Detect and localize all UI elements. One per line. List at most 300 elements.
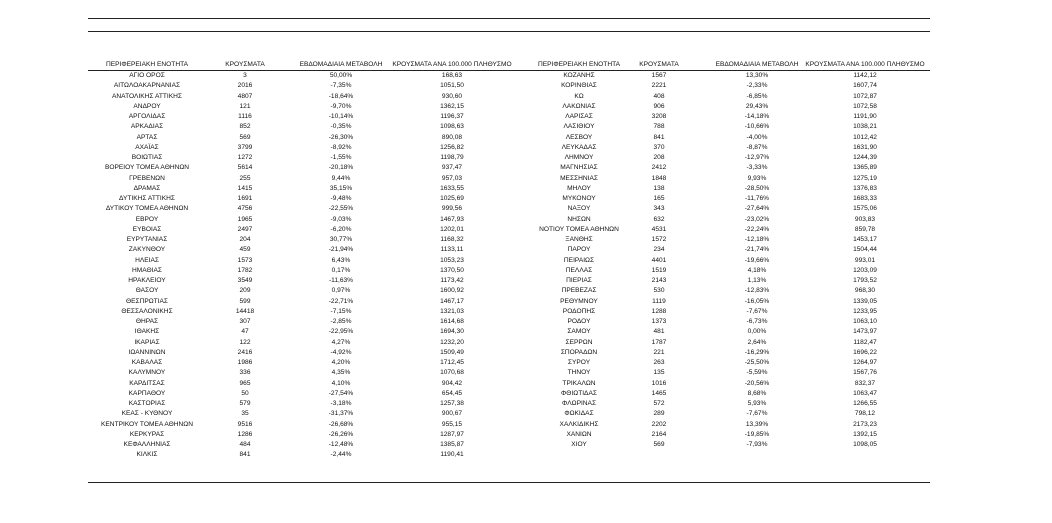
row-cases: 9516 [237, 420, 253, 428]
row-cases: 208 [653, 154, 665, 161]
row-weekly-change: 29,43% [745, 102, 769, 110]
row-weekly-change: -10,14% [328, 113, 354, 120]
row-cases: 2202 [651, 420, 667, 428]
row-cases-per-100k: 968,30 [854, 287, 876, 295]
row-weekly-change: -19,66% [744, 256, 770, 264]
table-row [88, 317, 930, 327]
row-cases-per-100k: 1365,89 [853, 164, 877, 172]
row-region: ΚΟΖΑΝΗΣ [563, 72, 595, 79]
row-weekly-change: -9,03% [330, 215, 352, 223]
row-weekly-change: -23,02% [744, 215, 770, 223]
row-cases-per-100k: 168,63 [441, 72, 463, 79]
row-cases: 135 [653, 369, 665, 377]
row-cases: 1787 [651, 338, 667, 346]
row-weekly-change: -0,35% [330, 123, 352, 131]
row-cases: 841 [653, 133, 665, 141]
table-row [88, 266, 930, 276]
row-weekly-change: -8,92% [330, 143, 352, 151]
row-weekly-change: -2,44% [330, 451, 352, 459]
row-region: ΔΡΑΜΑΣ [133, 184, 161, 192]
row-cases: 579 [239, 400, 251, 407]
row-cases: 965 [239, 379, 251, 387]
row-region: ΦΘΙΩΤΙΔΑΣ [561, 389, 597, 397]
row-cases: 1016 [651, 379, 667, 387]
row-cases: 263 [653, 359, 665, 366]
row-cases-per-100k: 1614,68 [440, 318, 464, 325]
table-row [88, 184, 930, 194]
row-weekly-change: 35,15% [329, 184, 353, 192]
row-cases-per-100k: 1142,12 [853, 72, 877, 79]
row-cases: 1986 [237, 359, 253, 366]
row-weekly-change: 4,10% [331, 379, 351, 387]
row-weekly-change: -20,56% [744, 379, 770, 387]
row-weekly-change: -6,85% [746, 92, 768, 100]
row-region: ΣΑΜΟΥ [567, 328, 591, 336]
row-region: ΦΩΚΙΔΑΣ [564, 410, 594, 418]
table-row [88, 399, 930, 409]
row-weekly-change: -16,05% [744, 297, 770, 305]
top-rule [88, 18, 930, 19]
row-weekly-change: 2,64% [747, 338, 767, 346]
table-row [88, 225, 930, 235]
row-region: ΘΑΣΟΥ [135, 287, 159, 295]
table-row [88, 81, 930, 91]
row-region: ΗΛΕΙΑΣ [135, 256, 159, 264]
row-cases: 1567 [651, 72, 667, 79]
row-cases: 3799 [237, 143, 253, 151]
row-weekly-change: -11,63% [328, 277, 354, 284]
row-cases-per-100k: 1190,41 [440, 451, 464, 459]
row-weekly-change: -6,73% [746, 318, 768, 325]
row-cases: 481 [653, 328, 665, 336]
table-row [88, 276, 930, 286]
table-row [88, 245, 930, 255]
row-cases: 370 [653, 143, 665, 151]
row-weekly-change: -7,67% [746, 410, 768, 418]
row-cases: 1848 [651, 174, 667, 182]
row-cases: 3549 [237, 277, 253, 284]
row-weekly-change: 0,17% [331, 266, 351, 274]
table-row [88, 163, 930, 173]
row-cases: 1119 [652, 297, 666, 305]
row-region: ΛΗΜΝΟΥ [564, 154, 594, 161]
row-weekly-change: -27,54% [328, 389, 354, 397]
row-cases: 234 [653, 246, 665, 254]
row-cases-per-100k: 1793,52 [853, 277, 877, 284]
table-row [88, 368, 930, 378]
row-weekly-change: 6,43% [331, 256, 351, 264]
row-weekly-change: -6,20% [330, 225, 352, 233]
row-cases: 50 [241, 389, 249, 397]
row-region: ΙΘΑΚΗΣ [134, 328, 160, 336]
row-cases-per-100k: 1575,06 [853, 205, 877, 213]
row-cases-per-100k: 654,45 [441, 389, 463, 397]
table-row [88, 256, 930, 266]
row-cases-per-100k: 1051,50 [440, 82, 464, 90]
row-weekly-change: -2,85% [330, 318, 352, 325]
row-weekly-change: 1,13% [747, 277, 767, 284]
row-weekly-change: -11,76% [744, 195, 770, 202]
row-cases: 209 [239, 287, 251, 295]
row-weekly-change: -22,24% [744, 225, 770, 233]
row-region: ΑΙΤΩΛΟΑΚΑΡΝΑΝΙΑΣ [113, 82, 181, 90]
table-row [88, 430, 930, 440]
row-cases-per-100k: 1633,55 [440, 184, 464, 192]
row-cases-per-100k: 1362,15 [440, 102, 464, 110]
row-cases-per-100k: 1266,55 [853, 400, 877, 407]
row-cases-per-100k: 993,01 [854, 256, 876, 264]
row-cases: 255 [239, 174, 251, 182]
row-cases-per-100k: 1202,01 [440, 225, 464, 233]
row-cases: 165 [653, 195, 665, 202]
row-cases: 4401 [651, 256, 667, 264]
row-weekly-change: 9,44% [331, 174, 351, 182]
row-weekly-change: -22,95% [328, 328, 354, 336]
row-weekly-change: -8,87% [746, 143, 768, 151]
row-weekly-change: -18,64% [328, 92, 354, 100]
row-region: ΕΥΒΟΙΑΣ [132, 225, 162, 233]
row-cases: 484 [239, 441, 251, 448]
row-weekly-change: -20,18% [328, 164, 354, 172]
row-cases-per-100k: 1244,39 [853, 154, 877, 161]
row-cases: 459 [239, 246, 251, 254]
row-region: ΚΕΡΚΥΡΑΣ [129, 430, 165, 438]
row-region: ΠΕΙΡΑΙΩΣ [563, 256, 595, 264]
row-cases: 3 [243, 72, 247, 79]
row-cases-per-100k: 1233,95 [853, 307, 877, 315]
row-region: ΣΠΟΡΑΔΩΝ [560, 348, 598, 356]
row-weekly-change: -7,67% [746, 307, 768, 315]
row-region: ΒΟΙΩΤΙΑΣ [131, 154, 163, 161]
row-cases-per-100k: 1607,74 [853, 82, 877, 90]
table-body [88, 71, 930, 486]
row-cases: 138 [653, 184, 665, 192]
row-weekly-change: -12,18% [744, 236, 770, 243]
row-cases: 632 [653, 215, 665, 223]
row-region: ΗΜΑΘΙΑΣ [132, 266, 162, 274]
row-region: ΔΥΤΙΚΟΥ ΤΟΜΕΑ ΑΘΗΝΩΝ [105, 205, 189, 213]
row-region: ΤΗΝΟΥ [567, 369, 591, 377]
row-region: ΛΑΡΙΣΑΣ [565, 113, 593, 120]
row-region: ΠΡΕΒΕΖΑΣ [561, 287, 597, 295]
table-row [88, 297, 930, 307]
row-weekly-change: -26,30% [328, 133, 354, 141]
table-row [88, 409, 930, 419]
row-cases-per-100k: 1063,10 [853, 318, 877, 325]
row-cases-per-100k: 937,47 [441, 164, 463, 172]
row-cases-per-100k: 1600,92 [440, 287, 464, 295]
row-cases: 2164 [651, 430, 667, 438]
row-cases-per-100k: 890,08 [441, 133, 463, 141]
row-region: ΧΑΝΙΩΝ [566, 430, 592, 438]
row-region: ΑΡΓΟΛΙΔΑΣ [128, 113, 166, 120]
row-weekly-change: -7,15% [330, 307, 352, 315]
row-region: ΙΩΑΝΝΙΝΩΝ [128, 348, 166, 356]
row-region: ΜΑΓΝΗΣΙΑΣ [560, 164, 598, 172]
row-cases-per-100k: 1053,23 [440, 256, 464, 264]
row-cases: 1286 [237, 430, 253, 438]
row-cases-per-100k: 1509,49 [440, 348, 464, 356]
row-region: ΕΒΡΟΥ [135, 215, 159, 223]
row-cases-per-100k: 1712,45 [440, 359, 464, 366]
row-region: ΛΕΥΚΑΔΑΣ [561, 143, 597, 151]
row-cases-per-100k: 798,12 [854, 410, 876, 418]
row-region: ΘΗΡΑΣ [135, 318, 159, 325]
row-weekly-change: 4,20% [331, 359, 351, 366]
row-cases: 204 [239, 236, 251, 243]
row-region: ΖΑΚΥΝΘΟΥ [128, 246, 166, 254]
row-cases-per-100k: 1392,15 [853, 430, 877, 438]
row-region: ΚΩ [574, 92, 584, 100]
row-cases: 408 [653, 92, 665, 100]
row-cases-per-100k: 1257,38 [440, 400, 464, 407]
row-weekly-change: -12,83% [744, 287, 770, 295]
row-region: ΚΑΛΥΜΝΟΥ [128, 369, 166, 377]
header-cases-right: ΚΡΟΥΣΜΑΤΑ [639, 61, 679, 68]
row-cases: 530 [653, 287, 665, 295]
row-region: ΚΟΡΙΝΘΙΑΣ [561, 82, 597, 90]
row-region: ΚΑΒΑΛΑΣ [131, 359, 163, 366]
row-region: ΘΕΣΣΑΛΟΝΙΚΗΣ [121, 307, 173, 315]
row-region: ΡΟΔΟΥ [567, 318, 591, 325]
row-cases: 1373 [651, 318, 667, 325]
table-row [88, 286, 930, 296]
table-row [88, 420, 930, 430]
row-region: ΜΥΚΟΝΟΥ [562, 195, 596, 202]
header-region-left: ΠΕΡΙΦΕΡΕΙΑΚΗ ΕΝΟΤΗΤΑ [105, 61, 189, 68]
row-weekly-change: -21,74% [744, 246, 770, 254]
row-region: ΑΝΑΤΟΛΙΚΗΣ ΑΤΤΙΚΗΣ [112, 92, 182, 100]
row-cases: 852 [239, 123, 251, 131]
row-cases: 906 [653, 102, 665, 110]
row-region: ΛΑΣΙΘΙΟΥ [563, 123, 595, 131]
row-weekly-change: -28,50% [744, 184, 770, 192]
row-weekly-change: 9,93% [747, 174, 767, 182]
header-change-right: ΕΒΔΟΜΑΔΙΑΙΑ ΜΕΤΑΒΟΛΗ [715, 61, 799, 68]
row-region: ΕΥΡΥΤΑΝΙΑΣ [126, 236, 168, 243]
row-region: ΓΡΕΒΕΝΩΝ [129, 174, 165, 182]
row-cases-per-100k: 1012,42 [853, 133, 877, 141]
row-weekly-change: 30,77% [329, 236, 353, 243]
row-region: ΙΚΑΡΙΑΣ [134, 338, 160, 346]
row-region: ΑΝΔΡΟΥ [133, 102, 161, 110]
row-cases-per-100k: 904,42 [441, 379, 463, 387]
row-cases: 47 [241, 328, 249, 336]
row-region: ΡΟΔΟΠΗΣ [562, 307, 596, 315]
row-cases: 2412 [651, 164, 667, 172]
row-region: ΑΓΙΟ ΟΡΟΣ [129, 72, 165, 79]
header-change-left: ΕΒΔΟΜΑΔΙΑΙΑ ΜΕΤΑΒΟΛΗ [299, 61, 383, 68]
row-cases-per-100k: 859,78 [854, 225, 876, 233]
row-cases: 1465 [651, 389, 667, 397]
row-region: ΣΥΡΟΥ [567, 359, 591, 366]
row-cases-per-100k: 955,15 [441, 420, 463, 428]
table-row [88, 133, 930, 143]
row-region: ΑΡΚΑΔΙΑΣ [130, 123, 164, 131]
row-region: ΑΧΑΪΑΣ [135, 143, 159, 151]
row-weekly-change: 0,97% [331, 287, 351, 295]
row-cases: 1272 [237, 154, 253, 161]
row-weekly-change: 13,30% [745, 72, 769, 79]
row-cases: 2497 [237, 225, 253, 233]
table-row [88, 348, 930, 358]
row-region: ΧΙΟΥ [571, 441, 587, 448]
row-cases: 343 [653, 205, 665, 213]
row-region: ΠΙΕΡΙΑΣ [566, 277, 592, 284]
row-cases: 1572 [651, 236, 667, 243]
row-region: ΛΕΣΒΟΥ [565, 133, 593, 141]
row-region: ΚΕΦΑΛΛΗΝΙΑΣ [123, 441, 171, 448]
row-weekly-change: -7,35% [330, 82, 352, 90]
row-weekly-change: 4,35% [331, 369, 351, 377]
row-weekly-change: -27,64% [744, 205, 770, 213]
row-cases-per-100k: 1232,20 [440, 338, 464, 346]
row-cases-per-100k: 1385,87 [440, 441, 464, 448]
row-cases: 1691 [237, 195, 253, 202]
table-row [88, 338, 930, 348]
row-region: ΘΕΣΠΡΩΤΙΑΣ [125, 297, 169, 305]
row-weekly-change: -14,18% [744, 113, 770, 120]
row-weekly-change: 13,39% [745, 420, 769, 428]
header-cases-left: ΚΡΟΥΣΜΑΤΑ [225, 61, 265, 68]
table-row [88, 358, 930, 368]
row-cases: 4531 [651, 225, 667, 233]
row-cases: 4807 [237, 92, 253, 100]
row-weekly-change: 8,68% [747, 389, 767, 397]
row-region: ΡΕΘΥΜΝΟΥ [560, 297, 598, 305]
row-weekly-change: -26,26% [328, 430, 354, 438]
row-weekly-change: -5,59% [746, 369, 768, 377]
row-cases-per-100k: 1287,97 [440, 430, 464, 438]
row-cases: 1288 [651, 307, 667, 315]
table-row [88, 215, 930, 225]
table-row [88, 92, 930, 102]
row-weekly-change: -22,71% [328, 297, 354, 305]
row-cases: 2016 [237, 82, 253, 90]
table-row [88, 204, 930, 214]
row-cases-per-100k: 1473,97 [853, 328, 877, 336]
row-cases: 5614 [237, 164, 253, 172]
row-cases: 2221 [651, 82, 667, 90]
row-weekly-change: -1,55% [330, 154, 352, 161]
row-cases: 4756 [237, 205, 253, 213]
row-region: ΦΛΩΡΙΝΑΣ [561, 400, 597, 407]
row-weekly-change: -9,48% [330, 195, 352, 202]
row-region: ΝΟΤΙΟΥ ΤΟΜΕΑ ΑΘΗΝΩΝ [539, 225, 619, 233]
row-cases: 1415 [237, 184, 253, 192]
row-weekly-change: -19,85% [744, 430, 770, 438]
row-weekly-change: -3,33% [746, 164, 768, 172]
row-cases-per-100k: 1264,97 [853, 359, 877, 366]
row-region: ΑΡΤΑΣ [136, 133, 158, 141]
row-weekly-change: 4,27% [331, 338, 351, 346]
row-region: ΛΑΚΩΝΙΑΣ [562, 102, 596, 110]
row-region: ΣΕΡΡΩΝ [565, 338, 593, 346]
row-cases: 35 [241, 410, 249, 418]
row-region: ΤΡΙΚΑΛΩΝ [562, 379, 596, 387]
row-cases: 569 [653, 441, 665, 448]
row-cases-per-100k: 1168,32 [440, 236, 464, 243]
row-cases: 2416 [237, 348, 253, 356]
row-weekly-change: -12,48% [328, 441, 354, 448]
table-row [88, 143, 930, 153]
row-cases-per-100k: 1098,05 [853, 441, 877, 448]
row-cases-per-100k: 1370,50 [440, 266, 464, 274]
table-row [88, 194, 930, 204]
row-weekly-change: -9,70% [330, 102, 352, 110]
table-row [88, 235, 930, 245]
row-cases-per-100k: 1256,82 [440, 143, 464, 151]
row-cases-per-100k: 1133,11 [440, 246, 464, 254]
row-cases-per-100k: 1196,37 [440, 113, 464, 120]
row-cases-per-100k: 1063,47 [853, 389, 877, 397]
row-weekly-change: 50,00% [329, 72, 353, 79]
row-cases-per-100k: 1694,30 [440, 328, 464, 336]
row-cases: 572 [653, 400, 665, 407]
row-cases-per-100k: 1631,90 [853, 143, 877, 151]
row-region: ΝΗΣΩΝ [567, 215, 591, 223]
row-cases-per-100k: 832,37 [854, 379, 876, 387]
row-cases-per-100k: 1191,90 [853, 113, 877, 120]
row-cases-per-100k: 1038,21 [853, 123, 877, 131]
row-region: ΜΕΣΣΗΝΙΑΣ [560, 174, 598, 182]
table-row [88, 102, 930, 112]
row-cases-per-100k: 1467,17 [440, 297, 464, 305]
header-per100k-right: ΚΡΟΥΣΜΑΤΑ ΑΝΑ 100.000 ΠΛΗΘΥΣΜΟ [805, 61, 925, 68]
row-region: ΞΑΝΘΗΣ [565, 236, 593, 243]
top-rule-secondary [88, 31, 930, 32]
row-region: ΚΕΑΣ - ΚΥΘΝΟΥ [121, 410, 173, 418]
table-row [88, 112, 930, 122]
row-cases: 1782 [237, 266, 253, 274]
row-cases: 1116 [238, 113, 252, 120]
table-row [88, 440, 930, 450]
table-row [88, 174, 930, 184]
row-cases-per-100k: 1072,87 [853, 92, 877, 100]
row-weekly-change: 4,18% [747, 266, 767, 274]
row-cases: 221 [653, 348, 665, 356]
row-weekly-change: 5,93% [747, 400, 767, 407]
row-weekly-change: -4,92% [330, 348, 352, 356]
row-cases-per-100k: 1098,63 [440, 123, 464, 131]
row-region: ΚΑΡΔΙΤΣΑΣ [129, 379, 165, 387]
table-row [88, 71, 930, 81]
row-region: ΧΑΛΚΙΔΙΚΗΣ [559, 420, 599, 428]
row-weekly-change: -3,18% [330, 400, 352, 407]
row-region: ΚΙΛΚΙΣ [136, 451, 158, 459]
row-cases-per-100k: 1567,76 [853, 369, 877, 377]
table-header [88, 60, 930, 71]
row-cases-per-100k: 999,56 [441, 205, 463, 213]
table-row [88, 122, 930, 132]
row-cases-per-100k: 1025,69 [440, 195, 464, 202]
row-cases: 289 [653, 410, 665, 418]
row-weekly-change: -26,68% [328, 420, 354, 428]
row-region: ΒΟΡΕΙΟΥ ΤΟΜΕΑ ΑΘΗΝΩΝ [104, 164, 190, 172]
row-cases-per-100k: 2173,23 [853, 420, 877, 428]
row-region: ΜΗΛΟΥ [567, 184, 591, 192]
bottom-rule [88, 482, 930, 483]
row-cases-per-100k: 1696,22 [853, 348, 877, 356]
row-cases: 121 [239, 102, 251, 110]
row-cases-per-100k: 1173,42 [440, 277, 464, 284]
row-cases-per-100k: 1453,17 [853, 236, 877, 243]
row-cases-per-100k: 1203,09 [853, 266, 877, 274]
row-cases-per-100k: 903,83 [854, 215, 876, 223]
row-region: ΝΑΞΟΥ [567, 205, 591, 213]
row-cases: 2143 [651, 277, 667, 284]
row-weekly-change: -21,94% [328, 246, 354, 254]
